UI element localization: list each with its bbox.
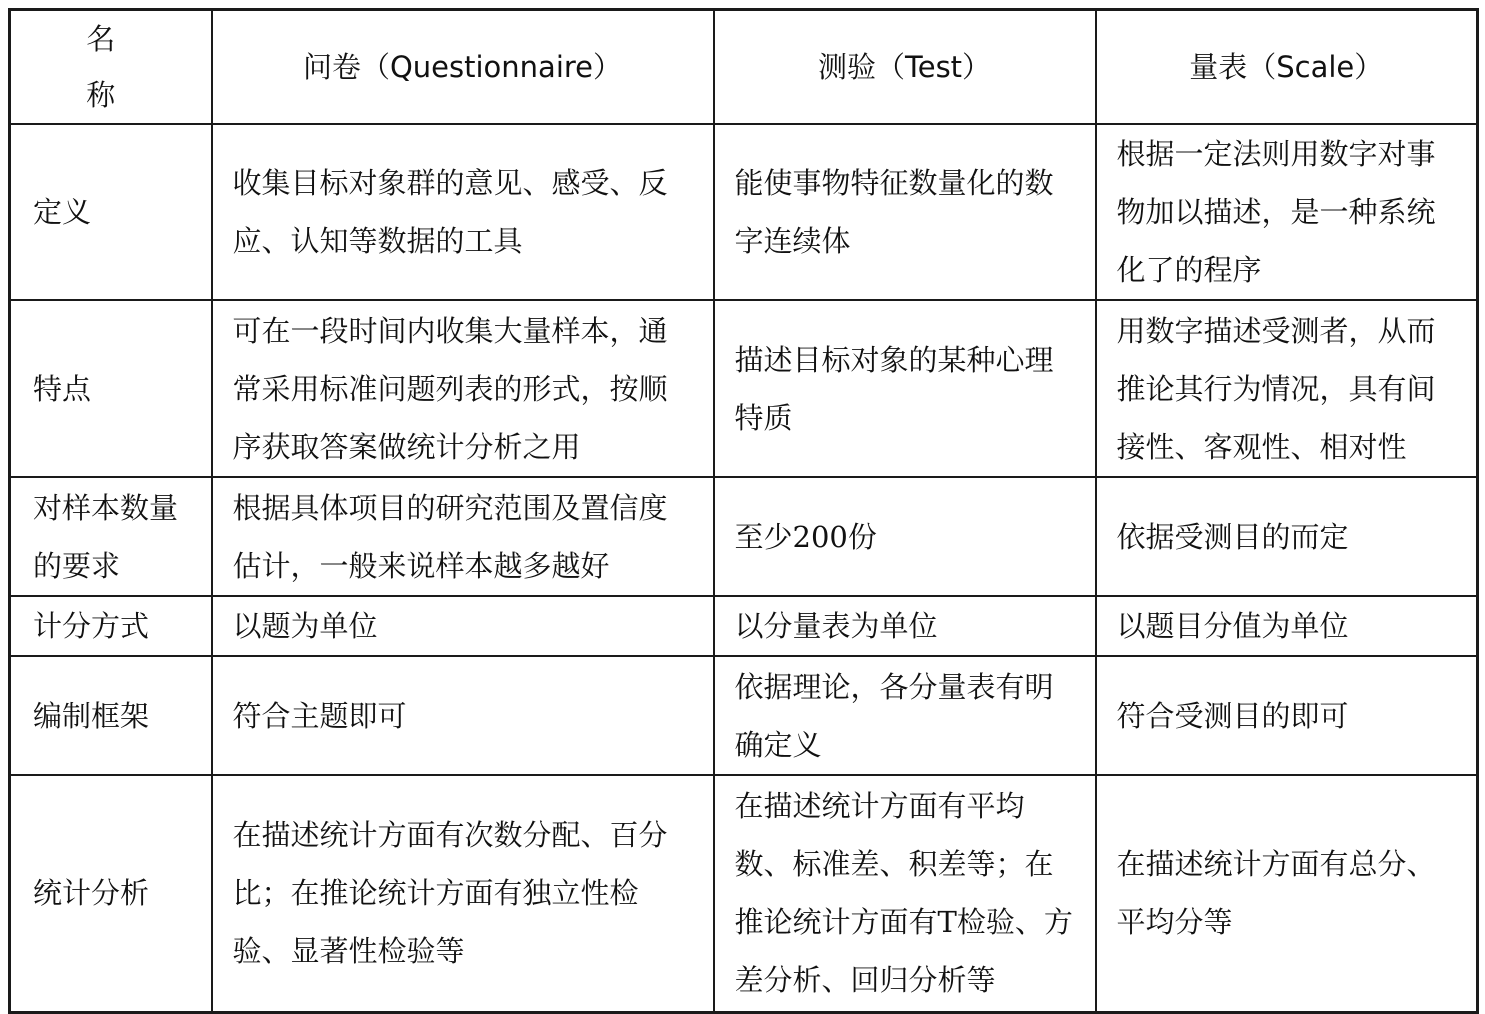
table-row — [10, 477, 1478, 596]
cell-scale: 根据一定法则用数字对事物加以描述，是一种系统化了的程序 — [1096, 124, 1478, 300]
row-label: 特点 — [10, 300, 212, 477]
cell-questionnaire: 可在一段时间内收集大量样本，通常采用标准问题列表的形式，按顺序获取答案做统计分析之用 — [212, 300, 714, 477]
row-label: 对样本数量的要求 — [10, 477, 212, 596]
cell-test: 描述目标对象的某种心理特质 — [714, 300, 1096, 477]
row-label: 统计分析 — [10, 775, 212, 1012]
cell-questionnaire: 在描述统计方面有次数分配、百分比；在推论统计方面有独立性检验、显著性检验等 — [212, 775, 714, 1012]
table-row — [10, 124, 1478, 300]
header-name: 名称 — [10, 10, 212, 125]
cell-scale: 用数字描述受测者，从而推论其行为情况，具有间接性、客观性、相对性 — [1096, 300, 1478, 477]
cell-test: 在描述统计方面有平均数、标准差、积差等；在推论统计方面有T检验、方差分析、回归分析等 — [714, 775, 1096, 1012]
cell-test: 能使事物特征数量化的数字连续体 — [714, 124, 1096, 300]
comparison-table — [8, 8, 1479, 1014]
header-scale: 量表（Scale） — [1096, 10, 1478, 125]
cell-scale: 符合受测目的即可 — [1096, 656, 1478, 775]
header-row — [10, 10, 1478, 125]
cell-test: 以分量表为单位 — [714, 596, 1096, 656]
cell-questionnaire: 收集目标对象群的意见、感受、反应、认知等数据的工具 — [212, 124, 714, 300]
cell-scale: 以题目分值为单位 — [1096, 596, 1478, 656]
header-questionnaire: 问卷（Questionnaire） — [212, 10, 714, 125]
comparison-table-frame — [8, 8, 1476, 998]
cell-test: 至少200份 — [714, 477, 1096, 596]
row-label: 定义 — [10, 124, 212, 300]
table-row — [10, 300, 1478, 477]
cell-scale: 在描述统计方面有总分、平均分等 — [1096, 775, 1478, 1012]
cell-test: 依据理论，各分量表有明确定义 — [714, 656, 1096, 775]
table-row — [10, 596, 1478, 656]
table-row — [10, 656, 1478, 775]
row-label: 计分方式 — [10, 596, 212, 656]
table-row — [10, 775, 1478, 1012]
cell-questionnaire: 根据具体项目的研究范围及置信度估计，一般来说样本越多越好 — [212, 477, 714, 596]
cell-scale: 依据受测目的而定 — [1096, 477, 1478, 596]
cell-questionnaire: 符合主题即可 — [212, 656, 714, 775]
header-test: 测验（Test） — [714, 10, 1096, 125]
cell-questionnaire: 以题为单位 — [212, 596, 714, 656]
row-label: 编制框架 — [10, 656, 212, 775]
